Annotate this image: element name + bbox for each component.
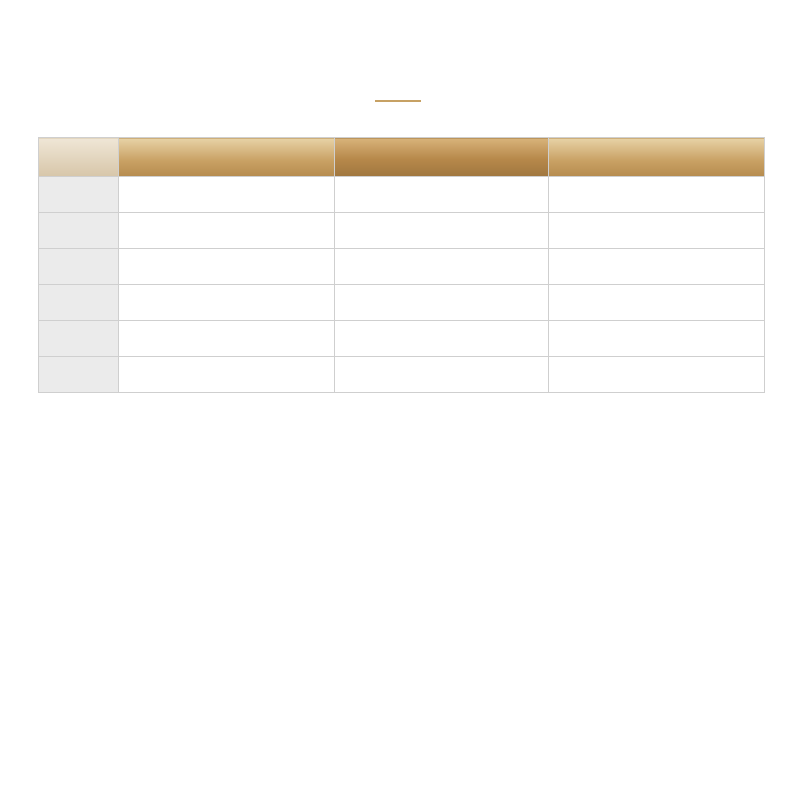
high-cell — [335, 213, 549, 249]
row-label — [39, 357, 119, 393]
high-cell — [335, 285, 549, 321]
standard-cell — [119, 321, 335, 357]
standard-cell — [119, 285, 335, 321]
title-divider — [375, 100, 421, 102]
header-config — [39, 138, 119, 177]
header-standard — [119, 138, 335, 177]
row-label — [39, 285, 119, 321]
table-row — [39, 249, 765, 285]
table-body — [39, 177, 765, 393]
standard-cell — [119, 249, 335, 285]
top-cell — [549, 285, 765, 321]
high-cell — [335, 357, 549, 393]
row-label — [39, 213, 119, 249]
standard-cell — [119, 213, 335, 249]
top-cell — [549, 177, 765, 213]
table-row — [39, 177, 765, 213]
table-row — [39, 285, 765, 321]
high-cell — [335, 249, 549, 285]
top-cell — [549, 321, 765, 357]
standard-cell — [119, 357, 335, 393]
high-cell — [335, 177, 549, 213]
header-high — [335, 138, 549, 177]
table-row — [39, 213, 765, 249]
top-cell — [549, 249, 765, 285]
row-label — [39, 177, 119, 213]
table-row — [39, 321, 765, 357]
row-label — [39, 249, 119, 285]
top-cell — [549, 213, 765, 249]
high-cell — [335, 321, 549, 357]
config-table — [38, 137, 765, 393]
standard-cell — [119, 177, 335, 213]
top-cell — [549, 357, 765, 393]
row-label — [39, 321, 119, 357]
table-row — [39, 357, 765, 393]
table-header-row — [39, 138, 765, 177]
header-top — [549, 138, 765, 177]
